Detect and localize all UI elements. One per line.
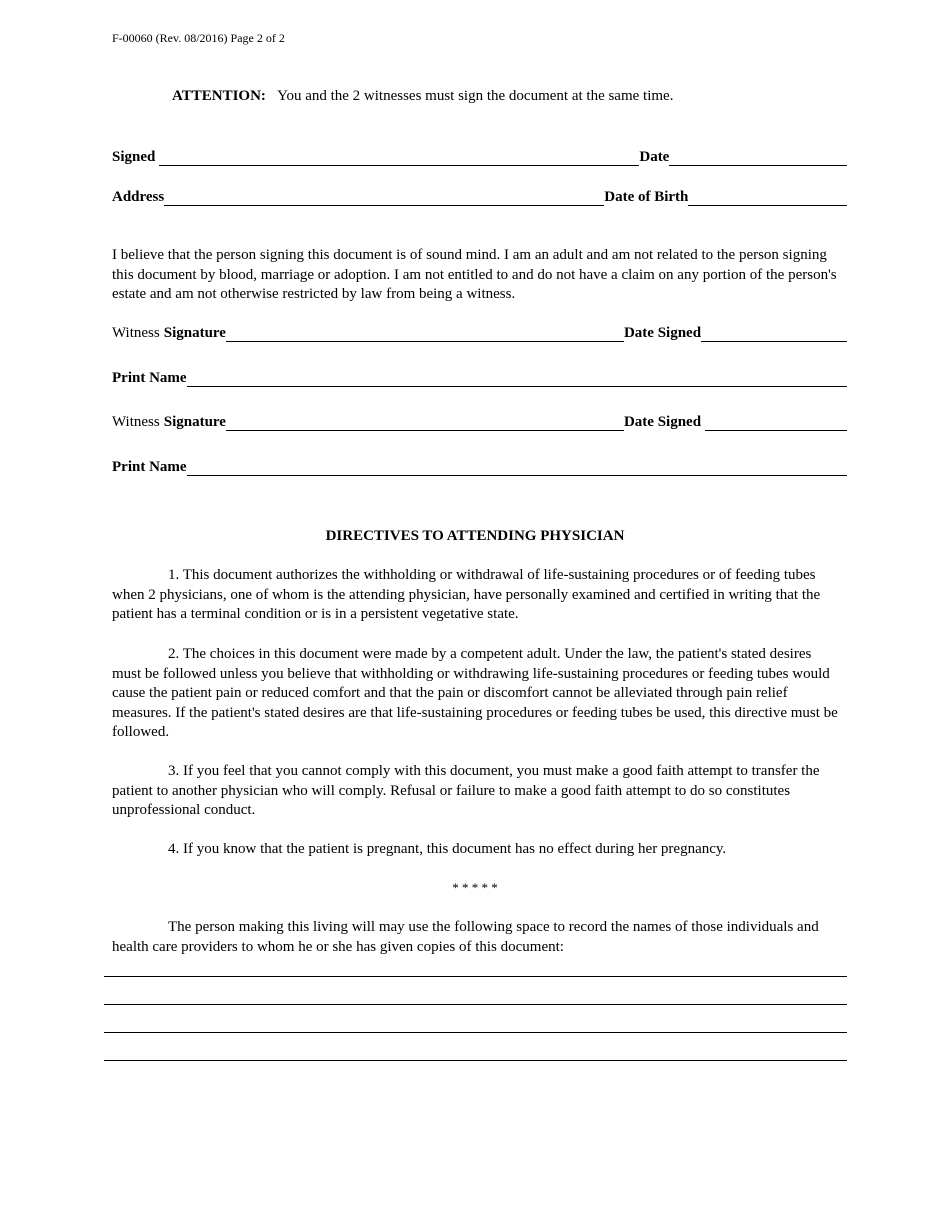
address-label: Address (112, 189, 165, 205)
attention-text: You and the 2 witnesses must sign the document at the same time. (277, 88, 674, 104)
witness-2-prefix: Witness (112, 414, 160, 430)
attention-label: ATTENTION: (172, 88, 266, 104)
directive-item-1: 1. This document authorizes the withholding or withdrawal of life-sustaining procedures or of feeding tubes when 2 physicians, one of whom is the attending physician, have personally examined and certified in writing that the patient has a terminal condition or is in a persistent vegetative state. (112, 567, 821, 623)
copies-note: The person making this living will may use the following space to record the names of those individuals and health care providers to whom he or she has given copies of this document: (112, 919, 819, 955)
dob-field[interactable] (688, 191, 847, 206)
directive-item-3: 3. If you feel that you cannot comply with this document, you must make a good faith attempt to transfer the patient to another physician who will comply. Refusal or failure to make a good faith attempt to do so constitutes unprofessional conduct. (112, 763, 820, 819)
directive-item-2: 2. The choices in this document were made by a competent adult. Under the law, the patient's stated desires must be followed unless you believe that withholding or withdrawing life-sustaining procedures or feeding tubes would cause the patient pain or reduced comfort and that the pain or discomfort cannot be alleviated through pain relief measures. If the patient's stated desires are that life-sustaining procedures or feeding tubes be used, this directive must be followed. (112, 646, 838, 741)
copies-line-1[interactable] (104, 976, 847, 977)
witness-1-signature-field[interactable] (226, 327, 624, 342)
witness-1-signature-label: Signature (163, 325, 226, 341)
witness-statement: I believe that the person signing this document is of sound mind. I am an adult and am not related to the person signing this document by blood, marriage or adoption. I am not entitled to and do not have a claim on any portion of the person's estate and am not otherwise restricted by law from being a witness. (112, 247, 837, 303)
form-header: F-00060 (Rev. 08/2016) Page 2 of 2 (112, 31, 285, 45)
witness-1-date-label: Date Signed (623, 325, 702, 341)
dob-label: Date of Birth (604, 189, 689, 205)
signed-label: Signed (112, 149, 156, 165)
section-separator: * * * * * (452, 880, 498, 895)
signed-field[interactable] (159, 151, 639, 166)
witness-2-date-label: Date Signed (623, 414, 702, 430)
directives-title: DIRECTIVES TO ATTENDING PHYSICIAN (325, 528, 625, 544)
witness-2-print-row (112, 456, 847, 476)
witness-1-print-label: Print Name (112, 370, 187, 386)
witness-1-date-field[interactable] (701, 327, 847, 342)
witness-2-signature-field[interactable] (226, 416, 624, 431)
witness-1-print-field[interactable] (187, 372, 847, 387)
copies-line-2[interactable] (104, 1004, 847, 1005)
attention-notice (172, 88, 673, 105)
copies-line-3[interactable] (104, 1032, 847, 1033)
witness-2-signature-label: Signature (163, 414, 226, 430)
witness-2-date-field[interactable] (705, 416, 847, 431)
address-row (112, 186, 847, 206)
date-label: Date (639, 149, 670, 165)
copies-line-4[interactable] (104, 1060, 847, 1061)
witness-1-print-row (112, 367, 847, 387)
witness-2-print-field[interactable] (187, 461, 847, 476)
date-field[interactable] (669, 151, 847, 166)
signed-row (112, 146, 847, 166)
witness-2-signature-row (112, 411, 847, 431)
directive-item-4: 4. If you know that the patient is pregnant, this document has no effect during her pregnancy. (168, 841, 727, 857)
witness-1-signature-row (112, 322, 847, 342)
address-field[interactable] (164, 191, 604, 206)
witness-2-print-label: Print Name (112, 459, 187, 475)
witness-1-prefix: Witness (112, 325, 160, 341)
